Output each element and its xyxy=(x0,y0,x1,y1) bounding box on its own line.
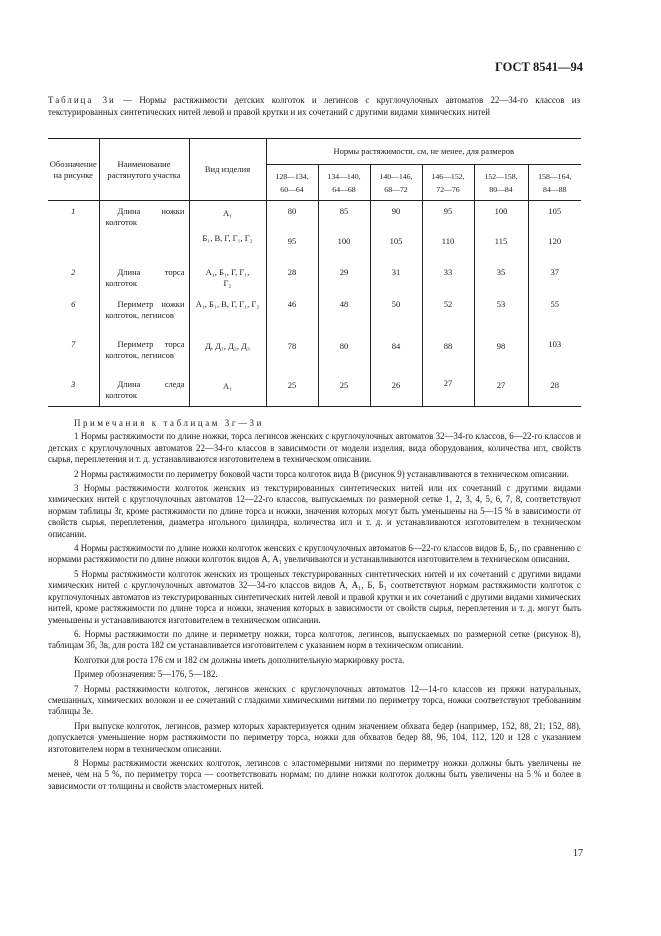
header-mark: Обозначение на рисунке xyxy=(48,139,99,201)
header-norms-group: Нормы растяжимости, см, не менее, для размеров xyxy=(266,139,581,165)
header-size: 158—164, 84—88 xyxy=(528,165,581,201)
table-row: 7 Периметр торса колготок, легинсов Д, Д₁, Д₂, Д₃ 78 80 84 88 98 103 xyxy=(48,335,581,375)
table-row: 1 Длина ножки колготок А₁ 80 85 90 95 100 105 xyxy=(48,201,581,233)
note-paragraph: Колготки для роста 176 см и 182 см должны иметь дополнительную маркировку роста. xyxy=(74,654,405,665)
note-paragraph: 2 Нормы растяжимости по периметру боковой части торса колготок вида В (рисунок 9) устанавливаются в техническом описании. xyxy=(74,468,569,479)
header-product-type: Вид изделия xyxy=(189,139,266,201)
notes-heading: Примечания к таблицам 3г—3и xyxy=(74,418,264,428)
table-row: 3 Длина следа колготок А₁ 25 25 26 27 27 28 xyxy=(48,375,581,407)
note-paragraph: 6. Нормы растяжимости по длине и периметру ножки, торса колготок, легинсов, выпускаемых по размерной сетке (рисунок 8), таблицам 3б, 3в, для роста 182 см устанавливается изготовителем с указанием норм в техническом описании. xyxy=(48,628,581,651)
document-code: ГОСТ 8541—94 xyxy=(494,60,583,74)
note-paragraph: При выпуске колготок, легинсов, размер которых характеризуется одним значением обхвата бедер (например, 152, 88, 21; 152, 88), допускается уменьшение норм растяжимости по периметру торса, ножки для обхватов бедер 88, 96, 104, 112, 120 и 128 с указанием изготовителем норм в техническом описании. xyxy=(48,720,581,754)
table-row: 2 Длина торса колготок А₁, Б₁, Г, Г₁, Г₂ 28 29 31 33 35 37 xyxy=(48,263,581,295)
table-row: Б₁, В, Г, Г₁, Г₂ 95 100 105 110 115 120 xyxy=(48,233,581,263)
table-caption xyxy=(48,94,580,118)
note-paragraph: 5 Нормы растяжимости колготок женских из трощеных текстурированных синтетических нитей и их сочетаний с другими видами химических нитей с круглочулочных автоматов 32—34-го классов видов А, А₁, Б, Б₁ соответствуют нормам растяжимости колготок с круглочулочных автоматов из текстурированных синтетических нитей левой и правой крутки и их сочетаний с другими видами химических нитей, кроме растяжимости по длине торса и ножки, значения которых в зависимости от свойств сырья, переплетения и т. д. могут быть уменьшены и устанавливаются изготовителем в техническом описании. xyxy=(48,568,581,625)
notes-section xyxy=(48,418,581,795)
table-caption-label: Таблица 3и xyxy=(48,95,116,105)
header-size: 134—140, 64—68 xyxy=(318,165,370,201)
header-area-name: Наименование растянутого участка xyxy=(99,139,189,201)
table-caption-text: — Нормы растяжимости детских колготок и легинсов с круглочулочных автоматов 22—34-го классов из текстурированных синтетических нитей левой и правой крутки и их сочетаний с другими видами химических нитей xyxy=(48,95,580,118)
note-paragraph: 1 Нормы растяжимости по длине ножки, торса легинсов женских с круглочулочных автоматов 32—34-го классов, 6—22-го классов и детских с круглочулочных автоматов 22—34-го классов в зависимости от модели изделия, вида оборудования, количества игл, свойств сырья, переплетения и т. д. устанавливаются изготовителем в техническом описании. xyxy=(48,431,581,465)
table-row: 6 Периметр ножки колготок, легинсов А₁, Б₁, В, Г, Г₁, Г₂ 46 48 50 52 53 55 xyxy=(48,295,581,335)
page-number: 17 xyxy=(573,848,583,859)
note-paragraph: 3 Нормы растяжимости колготок женских из текстурированных синтетических нитей или их сочетаний с другими видами химических нитей с круглочулочных автоматов 12—22-го классов, выпускаемых по размерной сетке 1, 2, 3, 4, 5, 6, 7, 8, соответствуют нормам таблицы 3г, кроме растяжимости по длине торса и ножки, значения которых могут быть уменьшены на 5—15 % в зависимости от свойств сырья, переплетения, диаметра игольного цилиндра, количества игл и т. д. и устанавливаются изготовителем в техническом описании. xyxy=(48,483,581,539)
note-paragraph: 8 Нормы растяжимости женских колготок, легинсов с эластомерными нитями по периметру ножки должны быть увеличены не менее, чем на 5 %, по периметру торса — соответствовать нормам; по длине ножки колготок должны быть увеличены на 5 % и более в зависимости от толщины и свойств эластомерных нитей. xyxy=(48,757,581,791)
header-size: 146—152, 72—76 xyxy=(422,165,474,201)
header-size: 128—134, 60—64 xyxy=(266,165,318,201)
note-paragraph: 4 Нормы растяжимости по длине ножки колготок женских с круглочулочных автоматов 6—22-го классов видов Б, Б₁, по сравнению с нормами растяжимости по длине ножки колготок видов А, А₁ увеличиваются и устанавливаются изготовителем в техническом описании. xyxy=(48,543,581,565)
note-paragraph: Пример обозначения: 5—176, 5—182. xyxy=(74,669,218,680)
stretch-norms-table xyxy=(48,138,581,407)
header-size: 140—146, 68—72 xyxy=(370,165,422,201)
header-size: 152—158, 80—84 xyxy=(474,165,528,201)
note-paragraph: 7 Нормы растяжимости колготок, легинсов женских с круглочулочных автоматов 12—14-го классов из пряжи натуральных, смешанных, химических волокон и ее сочетаний с гладкими химическими нитями по периметру торса, ножки соответствуют требованиям таблицы 3е. xyxy=(48,683,581,717)
